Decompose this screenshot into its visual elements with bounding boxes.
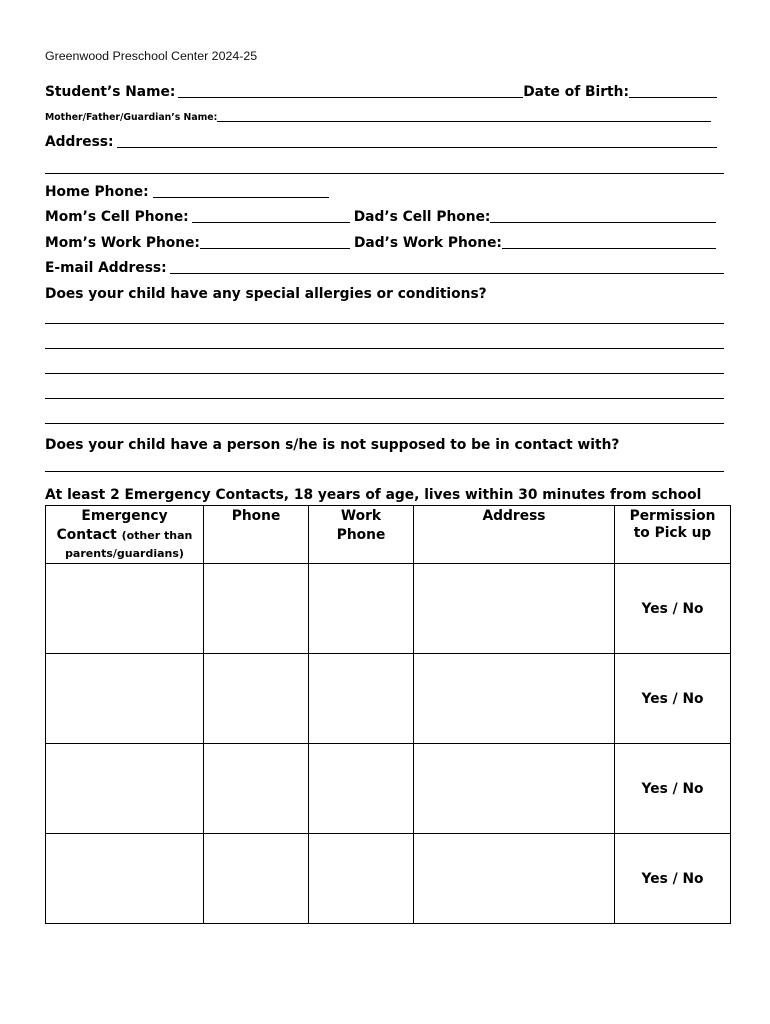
- column-header-note: (other than: [121, 529, 193, 542]
- table-header-row: [46, 506, 731, 564]
- emergency-contact-address-cell[interactable]: [414, 654, 615, 744]
- home-phone-field[interactable]: [153, 197, 329, 198]
- dad-cell-phone-field[interactable]: [490, 222, 716, 223]
- column-header-line: Emergency: [81, 508, 168, 524]
- emergency-contact-phone-cell[interactable]: [204, 744, 309, 834]
- column-header-note: parents/guardians): [65, 547, 184, 560]
- emergency-contact-name-cell[interactable]: [46, 654, 204, 744]
- restricted-contact-question: Does your child have a person s/he is not supposed to be in contact with?: [45, 437, 620, 453]
- emergency-contact-work-phone-cell[interactable]: [309, 654, 414, 744]
- work-phone-row: [45, 233, 716, 253]
- student-name-label: Student’s Name:: [45, 84, 176, 100]
- allergies-question: Does your child have any special allergies or conditions?: [45, 286, 487, 302]
- table-row: [46, 744, 731, 834]
- column-header-emergency-contact: [46, 506, 204, 564]
- yes-no-option: Yes / No: [641, 870, 704, 887]
- emergency-contact-address-cell[interactable]: [414, 834, 615, 924]
- emergency-contact-name-cell[interactable]: [46, 834, 204, 924]
- column-header-line: to Pick up: [633, 525, 712, 541]
- column-header-word: Contact: [56, 527, 117, 543]
- home-phone-label: Home Phone:: [45, 184, 149, 200]
- emergency-contact-phone-cell[interactable]: [204, 834, 309, 924]
- cell-phone-row: [45, 207, 716, 227]
- emergency-contact-phone-cell[interactable]: [204, 564, 309, 654]
- column-header-phone: [204, 506, 309, 564]
- document-header: Greenwood Preschool Center 2024-25: [45, 49, 258, 63]
- student-name-row: [45, 82, 717, 102]
- column-header-line: Phone: [336, 527, 386, 543]
- pickup-permission-cell[interactable]: [615, 834, 731, 924]
- allergies-answer-line-2[interactable]: [45, 348, 724, 349]
- mom-work-phone-label: Mom’s Work Phone:: [45, 235, 200, 251]
- emergency-contact-work-phone-cell[interactable]: [309, 564, 414, 654]
- guardian-name-row: [45, 108, 711, 128]
- address-row: [45, 132, 717, 152]
- pickup-permission-cell[interactable]: [615, 744, 731, 834]
- allergies-answer-line-5[interactable]: [45, 423, 724, 424]
- allergies-answer-line-1[interactable]: [45, 323, 724, 324]
- emergency-contact-name-cell[interactable]: [46, 744, 204, 834]
- table-row: [46, 834, 731, 924]
- guardian-name-label: Mother/Father/Guardian’s Name:: [45, 112, 218, 123]
- address-line-2-field[interactable]: [45, 173, 724, 174]
- date-of-birth-field[interactable]: [629, 97, 717, 98]
- table-row: [46, 564, 731, 654]
- pickup-permission-cell[interactable]: [615, 654, 731, 744]
- yes-no-option: Yes / No: [641, 690, 704, 707]
- email-label: E-mail Address:: [45, 260, 167, 276]
- emergency-contact-name-cell[interactable]: [46, 564, 204, 654]
- emergency-contact-phone-cell[interactable]: [204, 654, 309, 744]
- restricted-contact-answer-line[interactable]: [45, 471, 724, 472]
- email-row: [45, 258, 724, 278]
- address-label: Address:: [45, 134, 114, 150]
- dad-work-phone-field[interactable]: [502, 248, 716, 249]
- column-header-work-phone: [309, 506, 414, 564]
- column-header-permission: [615, 506, 731, 564]
- emergency-contacts-table: [45, 505, 731, 924]
- column-header-line: Permission: [629, 508, 716, 524]
- column-header-line: Phone: [231, 508, 281, 524]
- date-of-birth-label: Date of Birth:: [523, 84, 629, 100]
- column-header-address: [414, 506, 615, 564]
- dad-work-phone-label: Dad’s Work Phone:: [353, 235, 502, 251]
- home-phone-row: [45, 182, 329, 202]
- column-header-line: Address: [482, 508, 546, 524]
- emergency-contacts-instructions: At least 2 Emergency Contacts, 18 years of age, lives within 30 minutes from school: [45, 487, 702, 503]
- column-header-line: [46, 526, 203, 545]
- guardian-name-field[interactable]: [217, 121, 711, 122]
- allergies-answer-line-4[interactable]: [45, 398, 724, 399]
- pickup-permission-cell[interactable]: [615, 564, 731, 654]
- email-field[interactable]: [170, 273, 724, 274]
- mom-cell-phone-field[interactable]: [192, 222, 350, 223]
- emergency-contact-work-phone-cell[interactable]: [309, 744, 414, 834]
- student-name-field[interactable]: [178, 97, 523, 98]
- dad-cell-phone-label: Dad’s Cell Phone:: [353, 209, 491, 225]
- emergency-contact-address-cell[interactable]: [414, 564, 615, 654]
- table-row: [46, 654, 731, 744]
- address-field[interactable]: [117, 147, 717, 148]
- column-header-line: Work: [340, 508, 382, 524]
- emergency-contact-work-phone-cell[interactable]: [309, 834, 414, 924]
- mom-work-phone-field[interactable]: [200, 248, 350, 249]
- allergies-answer-line-3[interactable]: [45, 373, 724, 374]
- yes-no-option: Yes / No: [641, 780, 704, 797]
- emergency-contact-address-cell[interactable]: [414, 744, 615, 834]
- mom-cell-phone-label: Mom’s Cell Phone:: [45, 209, 189, 225]
- yes-no-option: Yes / No: [641, 600, 704, 617]
